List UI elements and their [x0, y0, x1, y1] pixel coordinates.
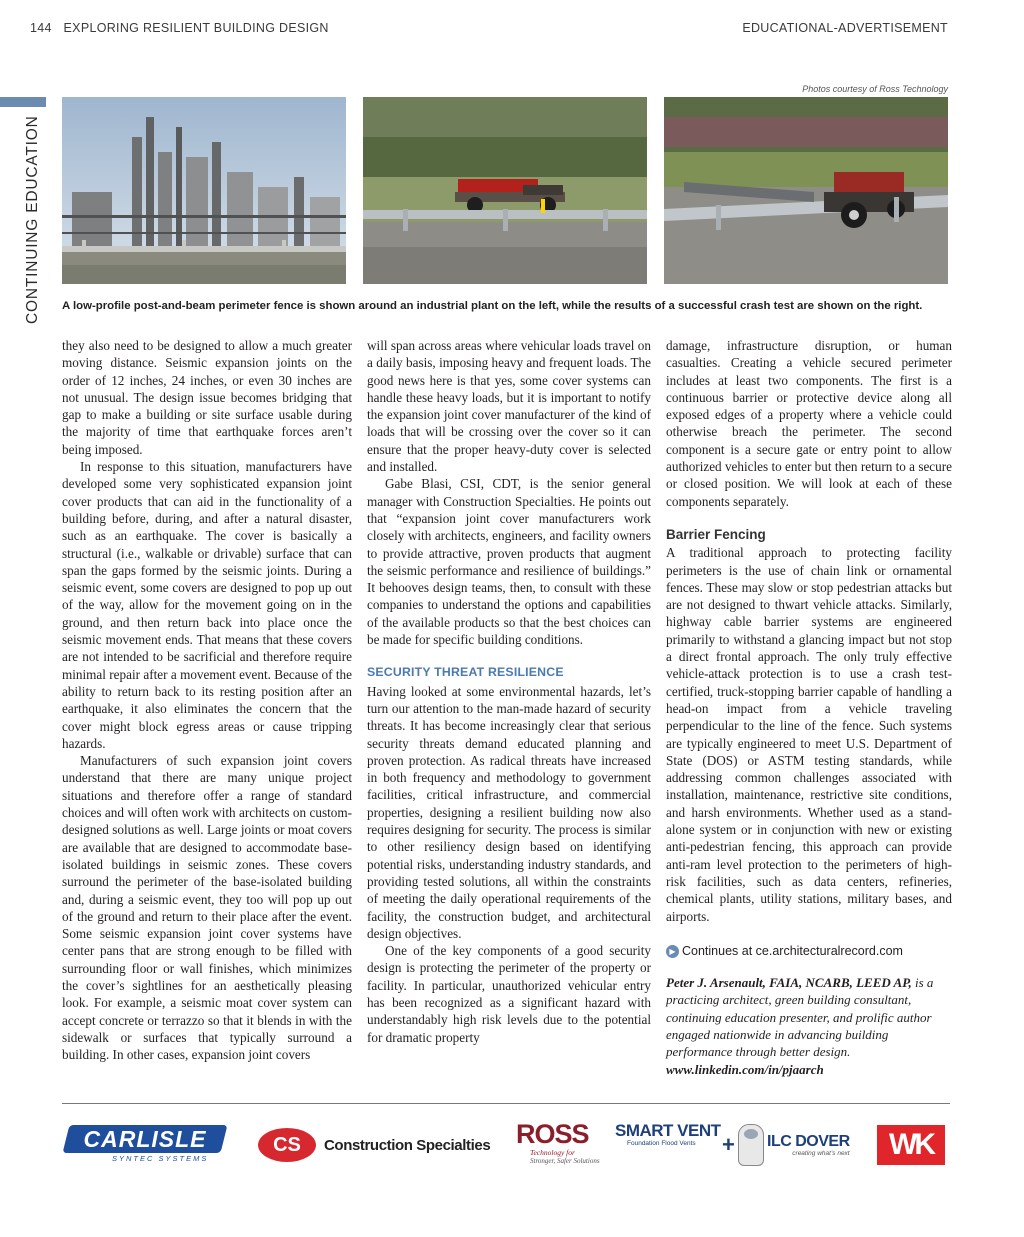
paragraph: Manufacturers of such expansion joint covers understand that there are many unique project situations and therefore offer a range of standard choices and will often work with architects on custom-designed solutions as well. Large joints or moat covers are available that are designed to accommodate base-isolated buildings in seismic zones. These covers surround the perimeter of the base-isolated building and, during a seismic event, they too will pop up out of the ground and return to their place after the event. Some seismic expansion joint cover systems have center pans that are strong enough to be filled with surrounding floor or wall finishes, which minimizes the cover’s sightlines for an aesthetically pleasing look. For example, a seismic moat cover system can accept concrete or terrazzo so that it blends in with the sidewalk or surfaces that typically surround a building. In other cases, expansion joint covers: [62, 753, 352, 1063]
text-column-2: [367, 337, 651, 1046]
paragraph: Gabe Blasi, CSI, CDT, is the senior general manager with Construction Specialties. He points out that “expansion joint cover manufacturers work closely with architects, engineers, and facility owners to provide attractive, proven products that augment the seismic performance and resilience of buildings.” It behooves design teams, then, to consult with these companies to understand the options and capabilities of the available products so that the best choices can be made for specific building conditions.: [367, 476, 651, 648]
author-link[interactable]: www.linkedin.com/in/pjaarch: [666, 1061, 824, 1077]
ross-tagline-1: Technology for: [530, 1148, 575, 1157]
cs-mark: CS: [258, 1128, 316, 1162]
footer-divider: [62, 1103, 950, 1104]
paragraph: will span across areas where vehicular loads travel on a daily basis, imposing heavy and frequent loads. The good news here is that yes, some cover systems can handle these heavy loads, but it is important to notify the expansion joint cover manufacturer of the kind of loads that will be crossing over the cover so it can ensure that the proper heavy-duty cover is selected and installed.: [367, 338, 651, 475]
photo-truck-before-test: [363, 97, 647, 284]
photo-crash-test-result: [664, 97, 948, 284]
play-arrow-icon: ▶: [666, 945, 679, 958]
running-header: [30, 21, 329, 35]
ilc-tagline: creating what’s next: [792, 1150, 850, 1157]
logo-carlisle: [66, 1122, 224, 1168]
page-number: 144: [30, 21, 52, 35]
logo-construction-specialties: [258, 1122, 490, 1168]
paragraph: In response to this situation, manufacturers have developed some very sophisticated expansion joint cover products that can aid in the functionality of a building before, during, and after a natural disaster, such as an earthquake. The cover is basically a structural (i.e., walkable or drivable) surface that can span the gaps formed by the seismic joints. During a seismic event, some covers are designed to pop up out of the way, allow for the movement going on in the ground, and then return back into place once the seismic movement ends. That means that these covers are not intended to be sacrificial and therefore require minimal repair after a movement event. Because of the ability to return back to its resting position after an earthquake, it also eliminates the concern that the cover might block egress areas or cause tripping hazards.: [62, 459, 352, 751]
paragraph: Having looked at some environmental hazards, let’s turn our attention to the man-made hazard of security threats. It has become increasingly clear that serious security threats demand educated planning and proven protection. As radical threats have increased in both frequency and methodology to government facilities, critical infrastructure, and commercial properties, designing a resilient building now also requires designing for security. The process is similar to other resiliency design based on identifying potential risks, understanding industry standards, and providing tested solutions, all within the constraints of meeting the daily operational requirements of the facility, the construction budget, and architectural design objectives.: [367, 683, 651, 941]
smartvent-subtitle: Foundation Flood Vents: [627, 1140, 696, 1147]
author-bio: [666, 974, 952, 1078]
smartvent-wordmark: SMART VENT: [615, 1121, 721, 1140]
section-label: CONTINUING EDUCATION: [24, 115, 41, 324]
ross-wordmark: ROSS: [516, 1119, 589, 1149]
photo-industrial-plant: [62, 97, 346, 284]
plus-sign: +: [722, 1132, 735, 1157]
paragraph: One of the key components of a good security design is protecting the perimeter of the property or facility. In particular, unauthorized vehicular entry has been recognized as a significant hazard with understandably high risk levels due to the potential for dramatic property: [367, 943, 651, 1045]
continues-link[interactable]: [666, 943, 952, 960]
carlisle-subtitle: SYNTEC SYSTEMS: [112, 1154, 209, 1163]
logo-smart-vent: [615, 1122, 721, 1168]
logo-ilc-dover: [738, 1122, 850, 1168]
author-description: is a practicing architect, green building consultant, continuing education presenter, and prolific author engaged nationwide in advancing building performance through better design.: [666, 975, 934, 1060]
paragraph: A traditional approach to protecting facility perimeters is the use of chain link or ornamental fences. These may slow or stop pedestrian attacks but are not designed to thwart vehicle attacks. Similarly, highway cable barrier systems are engineered primarily to withstand a glancing impact but not stop a direct frontal approach. The only truly effective vehicle-attack protection is to use a crash test-certified, truck-stopping barrier capable of handling a head-on impact from a vehicle traveling perpendicular to the line of the fence. Such systems are typically engineered to meet U.S. Department of State (DOS) or ASTM testing standards, while addressing common challenges associated with installation, maintenance, restrictive site conditions, and harsh environments. Whether used as a stand-alone system or in conjunction with new or existing anti-pedestrian fencing, this approach can provide anti-ram level protection to the perimeters of high-risk facilities, such as data centers, refineries, chemical plants, utility stations, military bases, and airports.: [666, 545, 952, 924]
ross-tagline-2: Stronger, Safer Solutions: [530, 1157, 600, 1165]
photo-credit: Photos courtesy of Ross Technology: [802, 84, 948, 94]
logo-wk: [877, 1122, 945, 1168]
paragraph: they also need to be designed to allow a much greater moving distance. Seismic expansion joints on the order of 12 inches, 24 inches, or even 30 inches are not unusual. The design issue becomes bridging that gap to make a building or site surface usable during the majority of time that earthquake forces aren’t being imposed.: [62, 338, 352, 457]
subsection-heading: Barrier Fencing: [666, 526, 766, 542]
carlisle-wordmark: CARLISLE: [83, 1126, 207, 1152]
paragraph: damage, infrastructure disruption, or human casualties. Creating a vehicle secured perimeter includes at least two components. The first is a continuous barrier or protective device along all exposed edges of a property where a vehicle could otherwise breach the perimeter. The second component is a secure gate or entry point to allow authorized vehicles to enter but then return to a secure or closed position. We will look at each of these components separately.: [666, 338, 952, 509]
wk-mark: WK: [877, 1125, 945, 1165]
section-heading: SECURITY THREAT RESILIENCE: [367, 665, 564, 680]
cs-wordmark: Construction Specialties: [324, 1136, 491, 1154]
ilc-wordmark: ILC DOVER: [767, 1133, 850, 1150]
logo-ross-technology: [516, 1120, 600, 1166]
author-name: Peter J. Arsenault, FAIA, NCARB, LEED AP,: [666, 975, 912, 991]
text-column-3: [666, 337, 952, 1078]
publication-title: EXPLORING RESILIENT BUILDING DESIGN: [63, 21, 329, 35]
ilc-astronaut-icon: [738, 1124, 764, 1166]
advertisement-label: EDUCATIONAL-ADVERTISEMENT: [742, 21, 948, 35]
continues-link-text: Continues at ce.architecturalrecord.com: [682, 943, 903, 958]
figure-caption: A low-profile post-and-beam perimeter fence is shown around an industrial plant on the left, while the results of a successful crash test are shown on the right.: [62, 300, 923, 312]
sidebar-accent-bar: [0, 97, 46, 107]
text-column-1: [62, 337, 352, 1063]
